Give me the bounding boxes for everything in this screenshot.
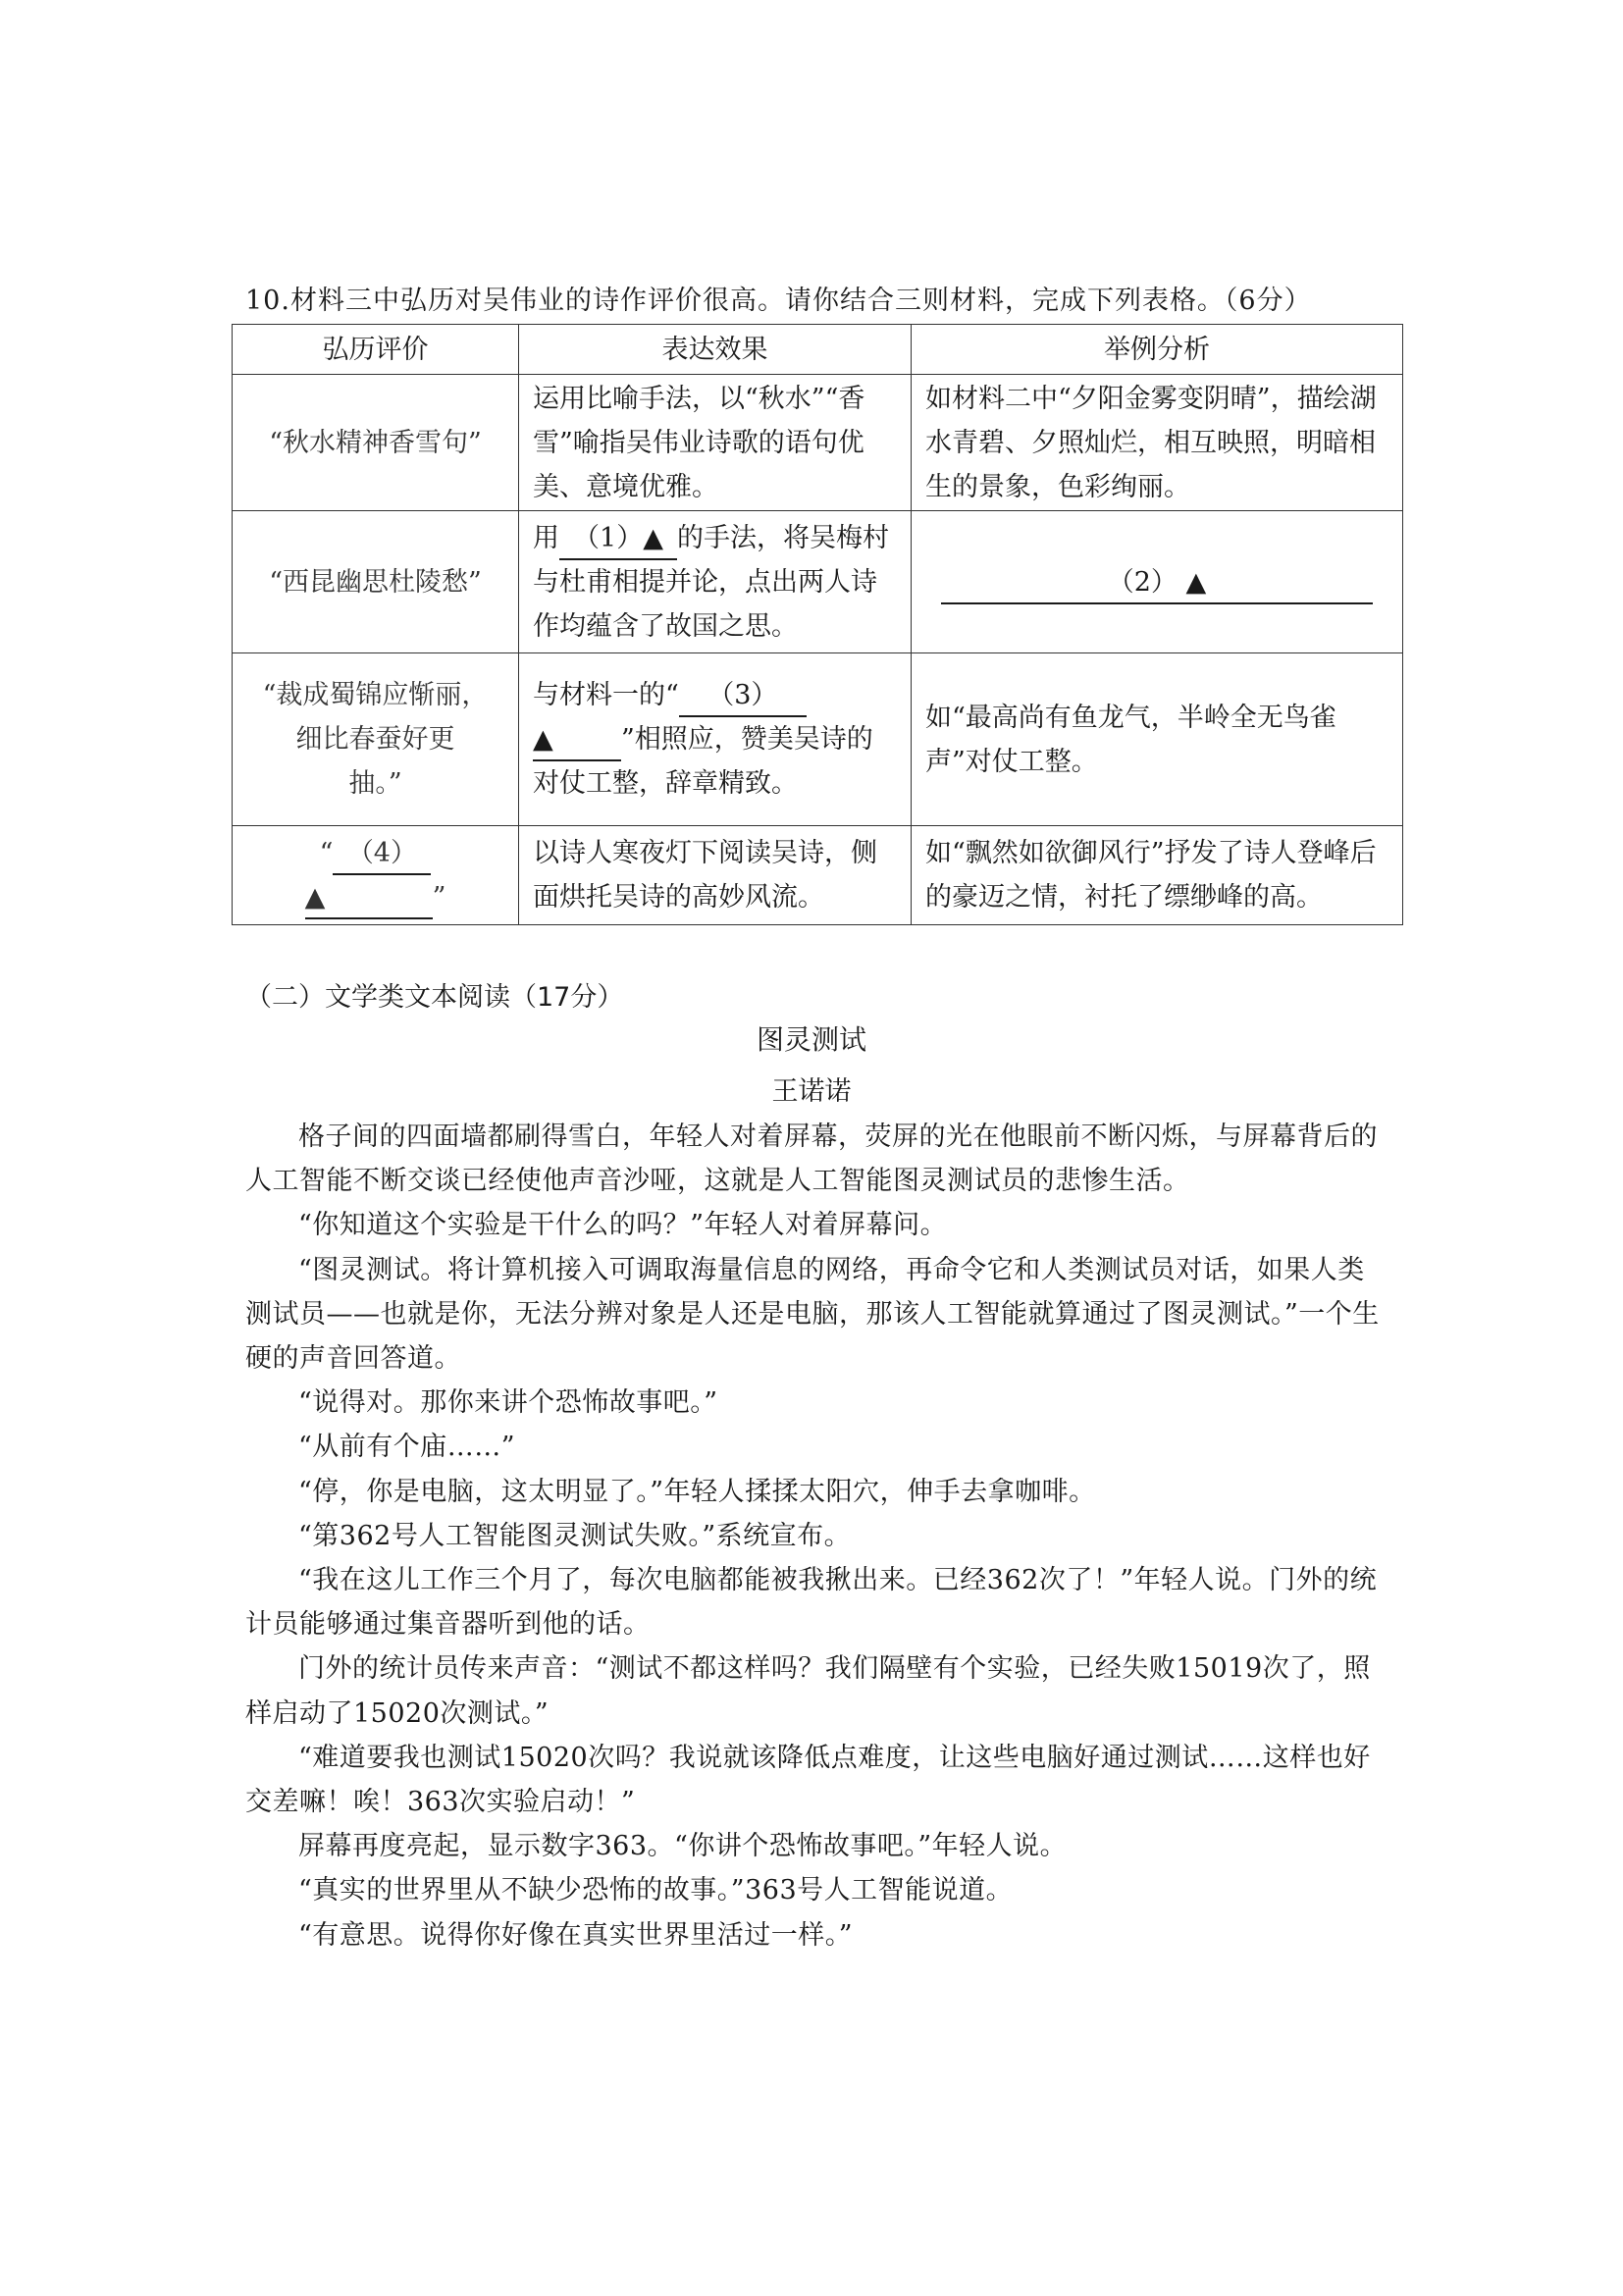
evaluation-line: 细比春蚕好更抽。” bbox=[295, 724, 455, 799]
evaluation-table bbox=[232, 324, 1403, 925]
story-body bbox=[245, 1115, 1387, 1957]
story-paragraph: 格子间的四面墙都刷得雪白，年轻人对着屏幕，荧屏的光在他眼前不断闪烁，与屏幕背后的人工智能不断交谈已经使他声音沙哑，这就是人工智能图灵测试员的悲惨生活。 bbox=[245, 1122, 1378, 1197]
story-title: 图灵测试 bbox=[756, 1023, 866, 1056]
table-row bbox=[233, 653, 1403, 826]
evaluation-cell: “秋水精神香雪句” bbox=[233, 375, 519, 511]
question-title: 10.材料三中弘历对吴伟业的诗作评价很高。请你结合三则材料，完成下列表格。（6分） bbox=[245, 286, 1312, 316]
story-paragraph: “你知道这个实验是干什么的吗？”年轻人对着屏幕问。 bbox=[298, 1210, 948, 1241]
quote-close: ” bbox=[432, 882, 446, 913]
story-paragraph: 屏幕再度亮起，显示数字363。“你讲个恐怖故事吧。”年轻人说。 bbox=[298, 1831, 1068, 1862]
story-paragraph: “有意思。说得你好像在真实世界里活过一样。” bbox=[298, 1919, 854, 1951]
answer-blank-4[interactable]: （4） bbox=[333, 834, 431, 875]
example-cell bbox=[912, 511, 1403, 653]
quote-open: “ bbox=[319, 838, 334, 868]
table-header-cell: 弘历评价 bbox=[233, 325, 519, 375]
effect-cell bbox=[519, 653, 912, 826]
example-cell: 如材料二中“夕阳金雾变阴晴”，描绘湖水青碧、夕照灿烂，相互映照，明暗相生的景象，色彩绚丽。 bbox=[912, 375, 1403, 511]
effect-cell bbox=[519, 511, 912, 653]
story-paragraph: “我在这儿工作三个月了，每次电脑都能被我揪出来。已经362次了！”年轻人说。门外的统计员能够通过集音器听到他的话。 bbox=[245, 1565, 1378, 1641]
story-paragraph: 门外的统计员传来声音：“测试不都这样吗？我们隔壁有个实验，已经失败15019次了，照样启动了15020次测试。” bbox=[245, 1653, 1371, 1729]
story-paragraph: “停，你是电脑，这太明显了。”年轻人揉揉太阳穴，伸手去拿咖啡。 bbox=[298, 1476, 1096, 1507]
effect-suffix: 的手法，将吴梅村与杜甫相提并论，点出两人诗作均蕴含了故国之思。 bbox=[533, 522, 889, 642]
table-header-cell: 举例分析 bbox=[912, 325, 1403, 375]
answer-blank-3-continued[interactable]: ▲ bbox=[533, 720, 621, 761]
answer-blank-2[interactable]: （2） ▲ bbox=[941, 563, 1373, 604]
table-row bbox=[233, 826, 1403, 925]
evaluation-cell: “西昆幽思杜陵愁” bbox=[233, 511, 519, 653]
story-paragraph: “图灵测试。将计算机接入可调取海量信息的网络，再命令它和人类测试员对话，如果人类测试员——也就是你，无法分辨对象是人还是电脑，那该人工智能就算通过了图灵测试。”一个生硬的声音回答道。 bbox=[245, 1254, 1380, 1375]
effect-prefix: 与材料一的“ bbox=[533, 680, 679, 710]
story-author: 王诺诺 bbox=[771, 1076, 852, 1107]
effect-cell: 运用比喻手法，以“秋水”“香雪”喻指吴伟业诗歌的语句优美、意境优雅。 bbox=[519, 375, 912, 511]
story-paragraph: “难道要我也测试15020次吗？我说就该降低点难度，让这些电脑好通过测试……这样也好交差嘛！唉！363次实验启动！” bbox=[245, 1742, 1371, 1818]
story-paragraph: “真实的世界里从不缺少恐怖的故事。”363号人工智能说道。 bbox=[298, 1875, 1014, 1906]
story-paragraph: “说得对。那你来讲个恐怖故事吧。” bbox=[298, 1387, 718, 1419]
answer-blank-1[interactable]: （1）▲ bbox=[559, 519, 677, 560]
evaluation-cell bbox=[233, 826, 519, 925]
effect-suffix: ”相照应，赞美吴诗的对仗工整，辞章精致。 bbox=[533, 724, 873, 799]
evaluation-cell bbox=[233, 653, 519, 826]
answer-blank-4-continued[interactable]: ▲ bbox=[305, 878, 433, 919]
table-row bbox=[233, 511, 1403, 653]
table-row bbox=[233, 375, 1403, 511]
answer-blank-3[interactable]: （3） bbox=[679, 676, 807, 717]
story-paragraph: “从前有个庙……” bbox=[298, 1432, 516, 1463]
table-header-row bbox=[233, 325, 1403, 375]
effect-cell: 以诗人寒夜灯下阅读吴诗，侧面烘托吴诗的高妙风流。 bbox=[519, 826, 912, 925]
story-paragraph: “第362号人工智能图灵测试失败。”系统宣布。 bbox=[298, 1520, 852, 1551]
table-header-cell: 表达效果 bbox=[519, 325, 912, 375]
effect-prefix: 用 bbox=[533, 522, 559, 553]
section-heading: （二）文学类文本阅读（17分） bbox=[245, 982, 624, 1013]
example-cell: 如“飘然如欲御风行”抒发了诗人登峰后的豪迈之情，衬托了缥缈峰的高。 bbox=[912, 826, 1403, 925]
evaluation-line: “裁成蜀锦应惭丽， bbox=[262, 680, 489, 710]
example-cell: 如“最高尚有鱼龙气，半岭全无鸟雀声”对仗工整。 bbox=[912, 653, 1403, 826]
